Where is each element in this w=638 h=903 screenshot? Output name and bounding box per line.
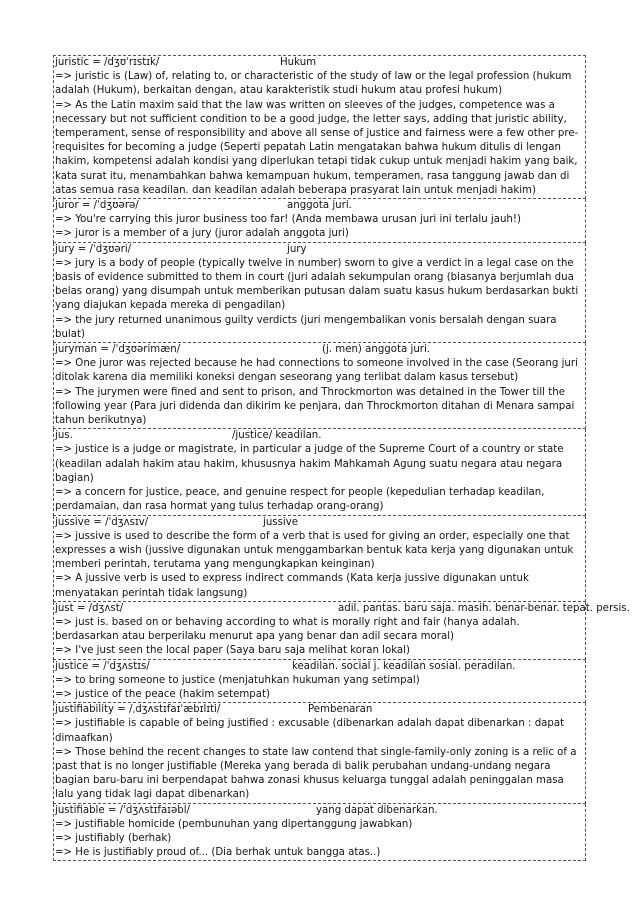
entry-meaning: Hukum <box>280 57 317 68</box>
entry-example-line: => to bring someone to justice (menjatuhkan hukuman yang setimpal) <box>55 674 420 686</box>
entry-example-line: => A jussive verb is used to express indirect commands (Kata kerja jussive digunakan untuk menyatakan perintah tidak langsung) <box>55 573 529 599</box>
entry-term: justice = /ˈdʒʌstɪs/ <box>55 660 150 672</box>
entry-term: just = /dʒʌst/ <box>55 602 124 614</box>
entry-example-line: => justifiable is capable of being justified : excusable (dibenarkan adalah dapat dibenarkan : dapat dimaafkan) <box>55 718 565 744</box>
entry-example-line: => justifiably (berhak) <box>55 832 172 844</box>
entry-meaning: Pembenaran <box>308 704 373 716</box>
entry-example-line: => justice of the peace (hakim setempat) <box>55 688 270 700</box>
entry-header <box>55 343 584 357</box>
dictionary-entry <box>53 602 630 660</box>
entry-header <box>55 660 584 674</box>
entry-term: jury = /ˈdʒʊəri/ <box>55 243 132 255</box>
entry-example-line: => One juror was rejected because he had connections to someone involved in the case (Seorang juri ditolak karena dia memiliki koneksi dengan seseorang yang terlibat dalam kasus tersebut) <box>55 358 578 384</box>
dictionary-entry <box>53 804 586 862</box>
entry-header <box>55 804 584 818</box>
entry-term: juristic = /dʒʊˈrɪstɪk/ <box>55 57 160 68</box>
entry-example-line: => As the Latin maxim said that the law was written on sleeves of the judges, competence was a necessary but not sufficient condition to be a good judge, the letter says, adding that juristic ability, temperament, sense of responsibility and above all sense of justice and fairness were a few other pre-requisites for becoming a judge (Seperti pepatah Latin mengatakan bahwa hukum ditulis di lengan hakim, kompetensi adalah kondisi yang diperlukan tetapi tidak cukup untuk menjadi hakim yang baik, kata surat itu, menambahkan bahwa kemampuan hukum, temperamen, rasa tanggung jawab dan di atas semua rasa keadilan. dan keadilan adalah beberapa prasyarat lain untuk menjadi hakim) <box>55 99 579 196</box>
entry-header <box>55 199 584 213</box>
entry-header <box>55 429 584 443</box>
dictionary-entry <box>53 516 586 602</box>
entry-header <box>55 56 584 70</box>
dictionary-entry <box>53 429 586 515</box>
entry-term: justifiability = /ˌdʒʌstɪfaɪˈæbɪlɪti/ <box>55 704 221 716</box>
entry-example-line: => the jury returned unanimous guilty verdicts (juri mengembalikan vonis bersalah dengan suara bulat) <box>55 314 557 340</box>
entry-meaning: jussive <box>263 516 299 528</box>
dictionary-page <box>53 55 630 861</box>
entry-example-line: => jury is a body of people (typically twelve in number) sworn to give a verdict in a legal case on the basis of evidence submitted to them in court (juri adalah sekumpulan orang (biasanya berjumlah dua belas orang) yang disumpah untuk memberikan putusan dalam suatu kasus hukum berdasarkan bukti yang diajukan kepada mereka di pengadilan) <box>55 257 579 312</box>
entry-header <box>55 602 630 616</box>
entry-example-line: => just is. based on or behaving according to what is morally right and fair (hanya adalah. berdasarkan atau berperilaku menurut apa yang benar dan adil secara moral) <box>55 616 520 643</box>
entry-header <box>55 243 584 257</box>
entry-term: juror = /ˈdʒʊərə/ <box>55 200 139 212</box>
entry-meaning: jury <box>287 243 307 255</box>
entry-term: justifiable = /ˈdʒʌstɪfaɪəbl/ <box>55 804 190 816</box>
entry-meaning: /justice/ keadilan. <box>232 430 322 442</box>
entry-header <box>55 516 584 530</box>
entry-term: jussive = /ˈdʒʌsɪv/ <box>55 516 149 528</box>
entry-meaning: keadilan. social j. keadilan sosial. peradilan. <box>292 660 516 672</box>
entry-example-line: => The jurymen were fined and sent to prison, and Throckmorton was detained in the Tower till the following year (Para juri didenda dan dikirim ke penjara, dan Throckmorton ditahan di Menara sampai tahun berikutnya) <box>55 386 575 427</box>
dictionary-entry <box>53 343 586 429</box>
entry-meaning: (j. men) anggota juri. <box>322 344 431 356</box>
entry-example-line: => justifiable homicide (pembunuhan yang dipertanggung jawabkan) <box>55 818 413 830</box>
dictionary-entry <box>53 703 586 803</box>
entry-example-line: => a concern for justice, peace, and genuine respect for people (kepedulian terhadap keadilan, perdamaian, dan rasa hormat yang tulus terhadap orang-orang) <box>55 487 545 513</box>
entry-example-line: => jussive is used to describe the form of a verb that is used for giving an order, especially one that expresses a wish (jussive digunakan untuk menggambarkan bentuk kata kerja yang digunakan untuk memberi perintah, terutama yang mengungkapkan keinginan) <box>55 530 574 571</box>
entry-example-line: => juristic is (Law) of, relating to, or characteristic of the study of law or the legal profession (hukum adalah (Hukum), berkaitan dengan, atau karakteristik studi hukum atau profesi hukum) <box>55 71 572 97</box>
entry-example-line: => Those behind the recent changes to state law contend that single-family-only zoning is a relic of a past that is no longer justifiable (Mereka yang berada di balik perubahan undang-undang negara bagian baru-baru ini berpendapat bahwa zonasi khusus keluarga tunggal adalah peninggalan masa lalu yang tidak lagi dapat dibenarkan) <box>55 746 577 801</box>
entry-example-line: => juror is a member of a jury (juror adalah anggota juri) <box>55 228 349 240</box>
entry-example-line: => I've just seen the local paper (Saya baru saja melihat koran lokal) <box>55 645 410 657</box>
dictionary-entry <box>53 199 586 243</box>
entry-term: juryman = /ˈdʒʊərimæn/ <box>55 344 181 356</box>
entry-meaning: anggota juri. <box>287 200 352 212</box>
dictionary-entry <box>53 243 586 343</box>
entry-meaning: adil. pantas. baru saja. masih. benar-benar. tepat. persis. <box>338 602 630 614</box>
entry-example-line: => He is justifiably proud of... (Dia berhak untuk bangga atas..) <box>55 847 381 859</box>
entry-term: jus. <box>55 430 73 442</box>
entry-example-line: => justice is a judge or magistrate, in particular a judge of the Supreme Court of a country or state (keadilan adalah hakim atau hakim, khususnya hakim Mahkamah Agung suatu negara atau negara bagian) <box>55 444 564 484</box>
dictionary-entry <box>53 55 586 199</box>
dictionary-entry <box>53 660 586 704</box>
entry-header <box>55 703 584 717</box>
entry-example-line: => You're carrying this juror business too far! (Anda membawa urusan juri ini terlalu jauh!) <box>55 214 521 226</box>
entry-meaning: yang dapat dibenarkan. <box>316 804 438 816</box>
